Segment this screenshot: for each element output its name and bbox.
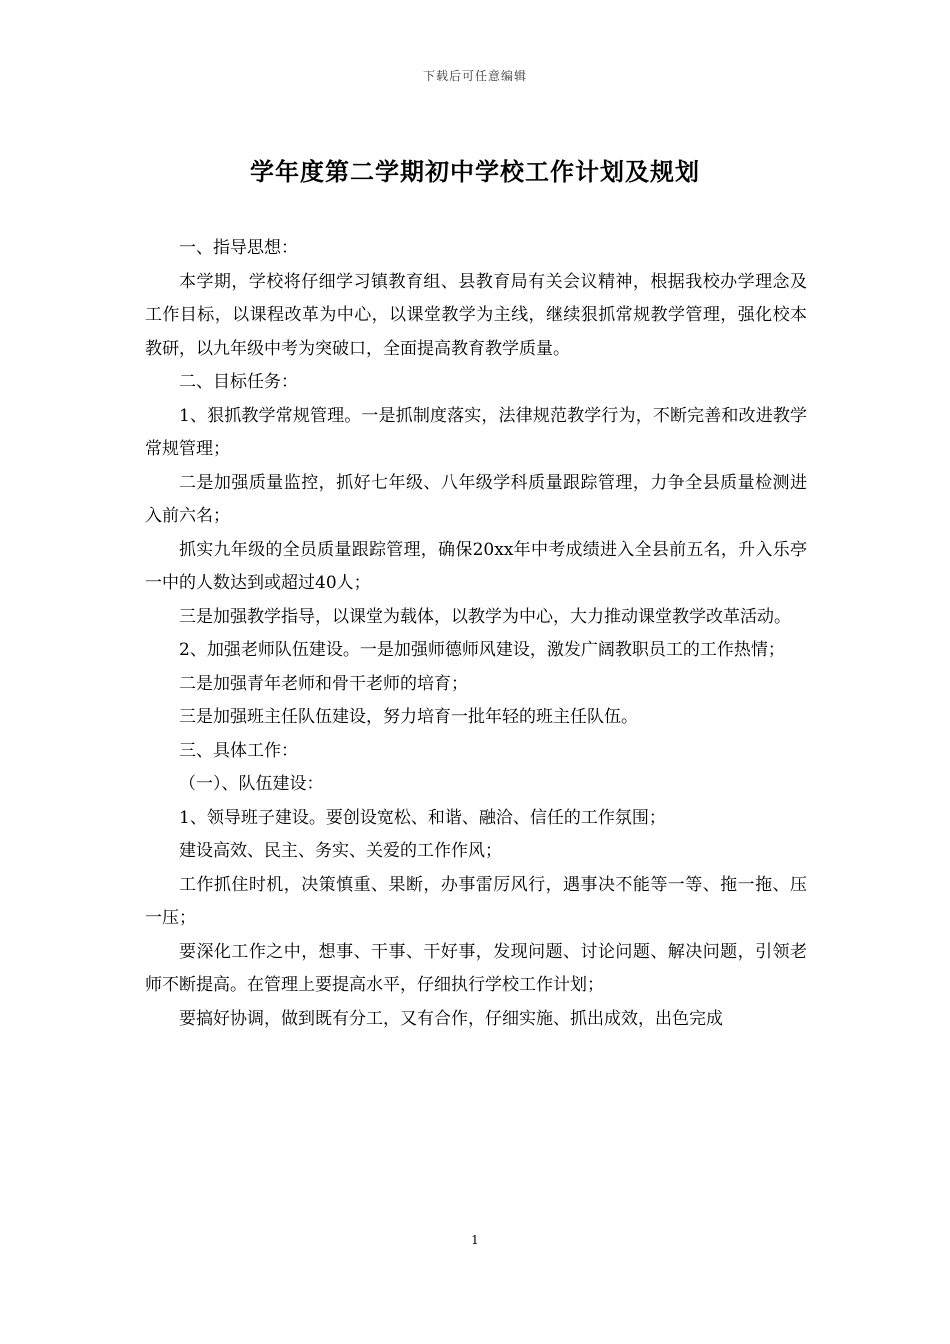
paragraph-goal-1-quality-monitoring: 二是加强质量监控，抓好七年级、八年级学科质量跟踪管理，力争全县质量检测进入前六名； <box>145 472 807 526</box>
paragraph-guiding-ideology: 本学期，学校将仔细学习镇教育组、县教育局有关会议精神，根据我校办学理念及工作目标，以课程改革为中心，以课堂教学为主线，继续狠抓常规教学管理，强化校本教研，以九年级中考为突破口，全面提高教育教学质量。 <box>145 271 807 359</box>
paragraph-goal-1: 1、狠抓教学常规管理。一是抓制度落实，法律规范教学行为，不断完善和改进教学常规管理； <box>145 405 807 459</box>
paragraph-goal-2: 2、加强老师队伍建设。一是加强师德师风建设，激发广阔教职员工的工作热情； <box>179 640 785 660</box>
paragraph-work-timing: 工作抓住时机，决策慎重、果断，办事雷厉风行，遇事决不能等一等、拖一拖、压一压； <box>145 874 807 928</box>
subsection-heading-team-building: （一）、队伍建设： <box>179 774 324 794</box>
paragraph-goal-1-grade-nine: 抓实九年级的全员质量跟踪管理，确保20xx年中考成绩进入全县前五名，升入乐亭一中的人数达到或超过40人； <box>145 539 807 593</box>
paragraph-work-style: 建设高效、民主、务实、关爱的工作作风； <box>179 841 502 861</box>
paragraph-goal-2-young-teachers: 二是加强青年老师和骨干老师的培育； <box>179 673 468 694</box>
paragraph-leadership-building: 1、领导班子建设。要创设宽松、和谐、融洽、信任的工作氛围； <box>179 807 666 828</box>
document-body <box>145 232 807 1036</box>
paragraph-deepen-work: 要深化工作之中，想事、干事、干好事，发现问题、讨论问题、解决问题，引领老师不断提高。在管理上要提高水平，仔细执行学校工作计划； <box>145 941 807 995</box>
paragraph-goal-2-class-teachers: 三是加强班主任队伍建设，努力培育一批年轻的班主任队伍。 <box>179 707 638 727</box>
section-heading-guiding-ideology: 一、指导思想： <box>179 238 298 258</box>
page-number: 1 <box>471 1233 479 1247</box>
header-note: 下载后可任意编辑 <box>422 69 527 83</box>
section-heading-goals: 二、目标任务： <box>179 372 298 392</box>
document-title: 学年度第二学期初中学校工作计划及规划 <box>250 157 700 186</box>
paragraph-goal-1-teaching-guidance: 三是加强教学指导，以课堂为载体，以教学为中心，大力推动课堂教学改革活动。 <box>179 606 791 627</box>
section-heading-specific-work: 三、具体工作： <box>179 740 298 761</box>
paragraph-coordination: 要搞好协调，做到既有分工，又有合作，仔细实施、抓出成效，出色完成 <box>179 1008 723 1029</box>
